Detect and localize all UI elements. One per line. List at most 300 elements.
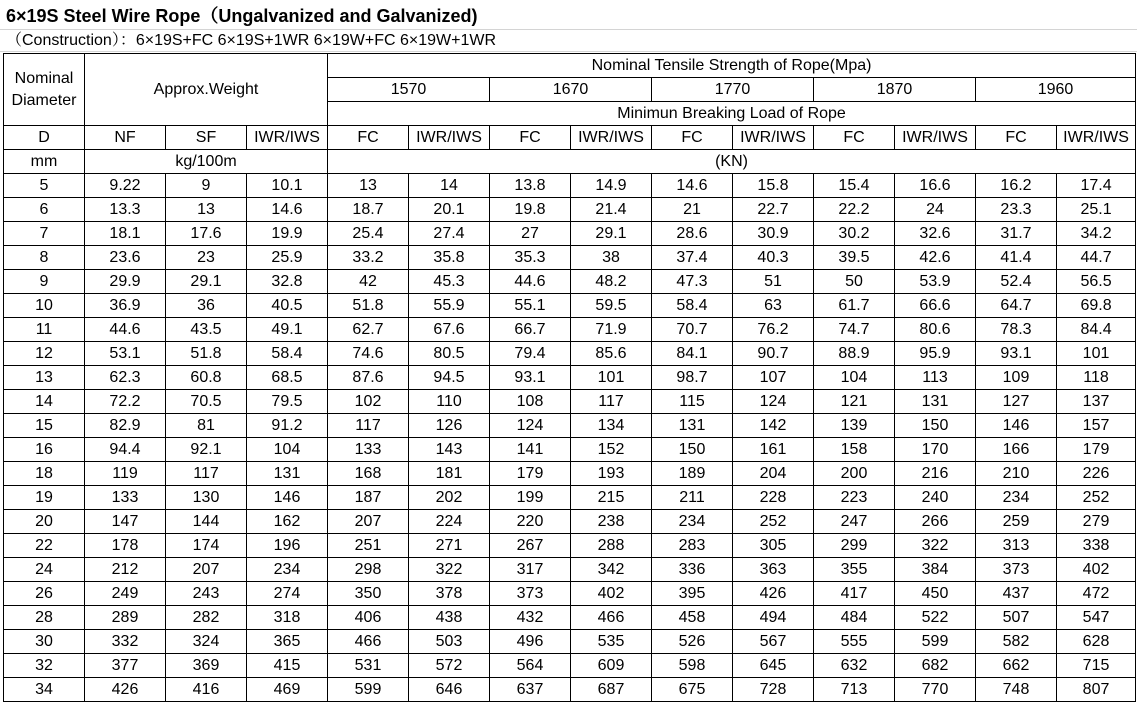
table-cell: 15.4	[814, 174, 895, 198]
table-cell: 207	[166, 558, 247, 582]
table-cell: 23.6	[85, 246, 166, 270]
table-cell: 161	[733, 438, 814, 462]
header-approx-weight: Approx.Weight	[85, 54, 328, 126]
table-cell: 179	[490, 462, 571, 486]
table-cell: 12	[4, 342, 85, 366]
table-cell: 119	[85, 462, 166, 486]
table-cell: 32.8	[247, 270, 328, 294]
table-cell: 107	[733, 366, 814, 390]
table-cell: 682	[895, 654, 976, 678]
table-cell: 92.1	[166, 438, 247, 462]
table-cell: 44.6	[85, 318, 166, 342]
table-cell: 8	[4, 246, 85, 270]
column-code-header: FC	[976, 126, 1057, 150]
table-cell: 115	[652, 390, 733, 414]
table-cell: 40.3	[733, 246, 814, 270]
table-cell: 80.5	[409, 342, 490, 366]
table-cell: 38	[571, 246, 652, 270]
table-cell: 94.5	[409, 366, 490, 390]
table-cell: 42.6	[895, 246, 976, 270]
table-cell: 599	[328, 678, 409, 702]
table-cell: 240	[895, 486, 976, 510]
table-row	[4, 654, 1136, 678]
table-cell: 108	[490, 390, 571, 414]
table-cell: 238	[571, 510, 652, 534]
table-cell: 313	[976, 534, 1057, 558]
table-cell: 713	[814, 678, 895, 702]
table-cell: 555	[814, 630, 895, 654]
table-cell: 598	[652, 654, 733, 678]
table-cell: 450	[895, 582, 976, 606]
table-cell: 599	[895, 630, 976, 654]
table-cell: 13.8	[490, 174, 571, 198]
table-cell: 662	[976, 654, 1057, 678]
table-cell: 582	[976, 630, 1057, 654]
table-cell: 131	[652, 414, 733, 438]
table-cell: 503	[409, 630, 490, 654]
table-cell: 59.5	[571, 294, 652, 318]
table-cell: 55.1	[490, 294, 571, 318]
table-cell: 17.4	[1057, 174, 1136, 198]
header-row-codes	[4, 126, 1136, 150]
table-cell: 174	[166, 534, 247, 558]
table-cell: 72.2	[85, 390, 166, 414]
table-cell: 30.2	[814, 222, 895, 246]
column-code-header: D	[4, 126, 85, 150]
table-cell: 45.3	[409, 270, 490, 294]
table-cell: 26	[4, 582, 85, 606]
column-code-header: NF	[85, 126, 166, 150]
table-cell: 305	[733, 534, 814, 558]
table-cell: 10	[4, 294, 85, 318]
unit-load: (KN)	[328, 150, 1136, 174]
table-cell: 14.9	[571, 174, 652, 198]
table-cell: 35.8	[409, 246, 490, 270]
table-cell: 162	[247, 510, 328, 534]
table-cell: 426	[733, 582, 814, 606]
table-row	[4, 342, 1136, 366]
table-cell: 469	[247, 678, 328, 702]
table-cell: 19.8	[490, 198, 571, 222]
table-cell: 66.7	[490, 318, 571, 342]
table-cell: 143	[409, 438, 490, 462]
table-cell: 104	[247, 438, 328, 462]
table-cell: 572	[409, 654, 490, 678]
table-cell: 252	[1057, 486, 1136, 510]
table-cell: 266	[895, 510, 976, 534]
table-row	[4, 678, 1136, 702]
table-cell: 85.6	[571, 342, 652, 366]
table-cell: 25.4	[328, 222, 409, 246]
table-cell: 13.3	[85, 198, 166, 222]
table-cell: 18.1	[85, 222, 166, 246]
table-cell: 47.3	[652, 270, 733, 294]
table-cell: 51.8	[328, 294, 409, 318]
table-cell: 50	[814, 270, 895, 294]
table-cell: 632	[814, 654, 895, 678]
table-cell: 355	[814, 558, 895, 582]
table-cell: 645	[733, 654, 814, 678]
table-cell: 78.3	[976, 318, 1057, 342]
column-code-header: FC	[814, 126, 895, 150]
table-cell: 130	[166, 486, 247, 510]
header-grade: 1960	[976, 78, 1136, 102]
table-row	[4, 558, 1136, 582]
table-cell: 41.4	[976, 246, 1057, 270]
table-cell: 336	[652, 558, 733, 582]
table-cell: 15	[4, 414, 85, 438]
table-cell: 24	[895, 198, 976, 222]
table-cell: 196	[247, 534, 328, 558]
table-cell: 402	[571, 582, 652, 606]
table-cell: 226	[1057, 462, 1136, 486]
table-cell: 127	[976, 390, 1057, 414]
table-cell: 9	[4, 270, 85, 294]
table-cell: 317	[490, 558, 571, 582]
table-cell: 32	[4, 654, 85, 678]
table-cell: 44.7	[1057, 246, 1136, 270]
table-cell: 11	[4, 318, 85, 342]
table-cell: 62.7	[328, 318, 409, 342]
table-cell: 70.7	[652, 318, 733, 342]
table-cell: 251	[328, 534, 409, 558]
table-cell: 55.9	[409, 294, 490, 318]
table-cell: 228	[733, 486, 814, 510]
table-cell: 126	[409, 414, 490, 438]
table-cell: 259	[976, 510, 1057, 534]
table-cell: 91.2	[247, 414, 328, 438]
table-cell: 81	[166, 414, 247, 438]
table-cell: 363	[733, 558, 814, 582]
table-cell: 234	[247, 558, 328, 582]
header-breaking-load: Minimun Breaking Load of Rope	[328, 102, 1136, 126]
column-code-header: FC	[490, 126, 571, 150]
table-cell: 728	[733, 678, 814, 702]
table-cell: 350	[328, 582, 409, 606]
table-cell: 88.9	[814, 342, 895, 366]
table-cell: 200	[814, 462, 895, 486]
table-cell: 150	[895, 414, 976, 438]
table-cell: 93.1	[976, 342, 1057, 366]
header-grade: 1670	[490, 78, 652, 102]
table-cell: 18	[4, 462, 85, 486]
table-cell: 332	[85, 630, 166, 654]
table-cell: 406	[328, 606, 409, 630]
table-cell: 484	[814, 606, 895, 630]
table-cell: 373	[976, 558, 1057, 582]
header-nominal-diameter: Nominal Diameter	[4, 54, 85, 126]
table-cell: 117	[328, 414, 409, 438]
table-row	[4, 366, 1136, 390]
table-cell: 67.6	[409, 318, 490, 342]
table-cell: 322	[409, 558, 490, 582]
table-cell: 117	[166, 462, 247, 486]
table-cell: 22	[4, 534, 85, 558]
table-cell: 118	[1057, 366, 1136, 390]
table-cell: 139	[814, 414, 895, 438]
table-cell: 36.9	[85, 294, 166, 318]
table-row	[4, 294, 1136, 318]
table-cell: 338	[1057, 534, 1136, 558]
column-code-header: IWR/IWS	[733, 126, 814, 150]
table-cell: 210	[976, 462, 1057, 486]
table-row	[4, 438, 1136, 462]
table-cell: 133	[328, 438, 409, 462]
table-cell: 25.1	[1057, 198, 1136, 222]
table-cell: 13	[328, 174, 409, 198]
table-row	[4, 510, 1136, 534]
table-cell: 24	[4, 558, 85, 582]
table-cell: 69.8	[1057, 294, 1136, 318]
table-cell: 71.9	[571, 318, 652, 342]
table-cell: 377	[85, 654, 166, 678]
table-row	[4, 606, 1136, 630]
table-cell: 535	[571, 630, 652, 654]
table-cell: 14	[4, 390, 85, 414]
table-cell: 298	[328, 558, 409, 582]
table-cell: 526	[652, 630, 733, 654]
table-cell: 28.6	[652, 222, 733, 246]
table-cell: 66.6	[895, 294, 976, 318]
table-cell: 101	[1057, 342, 1136, 366]
table-cell: 289	[85, 606, 166, 630]
table-cell: 770	[895, 678, 976, 702]
table-row	[4, 270, 1136, 294]
header-row-units	[4, 150, 1136, 174]
table-cell: 271	[409, 534, 490, 558]
table-cell: 31.7	[976, 222, 1057, 246]
table-cell: 32.6	[895, 222, 976, 246]
table-cell: 102	[328, 390, 409, 414]
table-cell: 21.4	[571, 198, 652, 222]
table-cell: 29.1	[571, 222, 652, 246]
table-cell: 52.4	[976, 270, 1057, 294]
table-cell: 438	[409, 606, 490, 630]
table-row	[4, 582, 1136, 606]
table-row	[4, 246, 1136, 270]
table-cell: 369	[166, 654, 247, 678]
table-cell: 64.7	[976, 294, 1057, 318]
table-cell: 34.2	[1057, 222, 1136, 246]
table-cell: 215	[571, 486, 652, 510]
table-cell: 25.9	[247, 246, 328, 270]
table-cell: 84.4	[1057, 318, 1136, 342]
table-cell: 531	[328, 654, 409, 678]
table-cell: 322	[895, 534, 976, 558]
table-cell: 494	[733, 606, 814, 630]
table-cell: 152	[571, 438, 652, 462]
table-cell: 44.6	[490, 270, 571, 294]
table-cell: 243	[166, 582, 247, 606]
table-cell: 181	[409, 462, 490, 486]
table-cell: 53.1	[85, 342, 166, 366]
table-cell: 29.9	[85, 270, 166, 294]
table-cell: 74.6	[328, 342, 409, 366]
table-cell: 79.4	[490, 342, 571, 366]
table-cell: 49.1	[247, 318, 328, 342]
sheet-gridline	[0, 51, 1137, 52]
table-cell: 62.3	[85, 366, 166, 390]
table-cell: 189	[652, 462, 733, 486]
table-cell: 134	[571, 414, 652, 438]
table-cell: 61.7	[814, 294, 895, 318]
table-row	[4, 318, 1136, 342]
table-cell: 6	[4, 198, 85, 222]
table-cell: 168	[328, 462, 409, 486]
table-cell: 34	[4, 678, 85, 702]
table-cell: 416	[166, 678, 247, 702]
table-cell: 131	[247, 462, 328, 486]
table-cell: 51.8	[166, 342, 247, 366]
table-cell: 432	[490, 606, 571, 630]
table-cell: 211	[652, 486, 733, 510]
table-cell: 35.3	[490, 246, 571, 270]
table-row	[4, 630, 1136, 654]
table-cell: 170	[895, 438, 976, 462]
table-cell: 378	[409, 582, 490, 606]
header-row-1	[4, 54, 1136, 78]
table-cell: 365	[247, 630, 328, 654]
table-cell: 60.8	[166, 366, 247, 390]
table-cell: 131	[895, 390, 976, 414]
table-cell: 94.4	[85, 438, 166, 462]
table-cell: 466	[328, 630, 409, 654]
table-cell: 609	[571, 654, 652, 678]
table-cell: 23.3	[976, 198, 1057, 222]
table-cell: 20	[4, 510, 85, 534]
table-cell: 223	[814, 486, 895, 510]
table-cell: 715	[1057, 654, 1136, 678]
unit-diameter: mm	[4, 150, 85, 174]
table-cell: 19	[4, 486, 85, 510]
table-cell: 70.5	[166, 390, 247, 414]
column-code-header: FC	[328, 126, 409, 150]
table-cell: 496	[490, 630, 571, 654]
table-cell: 144	[166, 510, 247, 534]
table-cell: 137	[1057, 390, 1136, 414]
table-cell: 147	[85, 510, 166, 534]
table-cell: 274	[247, 582, 328, 606]
table-row	[4, 198, 1136, 222]
table-cell: 76.2	[733, 318, 814, 342]
table-cell: 21	[652, 198, 733, 222]
table-cell: 63	[733, 294, 814, 318]
column-code-header: IWR/IWS	[895, 126, 976, 150]
table-cell: 18.7	[328, 198, 409, 222]
table-cell: 216	[895, 462, 976, 486]
table-cell: 142	[733, 414, 814, 438]
page-title: 6×19S Steel Wire Rope（Ungalvanized and Galvanized)	[6, 6, 478, 26]
column-code-header: FC	[652, 126, 733, 150]
table-cell: 507	[976, 606, 1057, 630]
table-cell: 27	[490, 222, 571, 246]
table-cell: 158	[814, 438, 895, 462]
table-cell: 646	[409, 678, 490, 702]
table-cell: 417	[814, 582, 895, 606]
table-cell: 23	[166, 246, 247, 270]
table-cell: 51	[733, 270, 814, 294]
table-cell: 384	[895, 558, 976, 582]
unit-weight: kg/100m	[85, 150, 328, 174]
table-cell: 220	[490, 510, 571, 534]
table-cell: 748	[976, 678, 1057, 702]
table-row	[4, 390, 1136, 414]
table-cell: 82.9	[85, 414, 166, 438]
header-grade: 1870	[814, 78, 976, 102]
column-code-header: IWR/IWS	[409, 126, 490, 150]
table-cell: 104	[814, 366, 895, 390]
table-row	[4, 174, 1136, 198]
table-cell: 16	[4, 438, 85, 462]
table-cell: 121	[814, 390, 895, 414]
table-cell: 318	[247, 606, 328, 630]
table-cell: 324	[166, 630, 247, 654]
table-cell: 133	[85, 486, 166, 510]
header-tensile-strength: Nominal Tensile Strength of Rope(Mpa)	[328, 54, 1136, 78]
table-cell: 14.6	[652, 174, 733, 198]
table-cell: 16.6	[895, 174, 976, 198]
table-cell: 342	[571, 558, 652, 582]
table-cell: 472	[1057, 582, 1136, 606]
table-cell: 93.1	[490, 366, 571, 390]
table-cell: 437	[976, 582, 1057, 606]
table-cell: 30.9	[733, 222, 814, 246]
table-cell: 84.1	[652, 342, 733, 366]
table-cell: 42	[328, 270, 409, 294]
table-row	[4, 222, 1136, 246]
table-cell: 14.6	[247, 198, 328, 222]
table-cell: 146	[976, 414, 1057, 438]
table-cell: 224	[409, 510, 490, 534]
table-cell: 234	[652, 510, 733, 534]
table-cell: 87.6	[328, 366, 409, 390]
table-cell: 567	[733, 630, 814, 654]
table-cell: 166	[976, 438, 1057, 462]
table-cell: 279	[1057, 510, 1136, 534]
table-cell: 249	[85, 582, 166, 606]
table-cell: 267	[490, 534, 571, 558]
table-row	[4, 534, 1136, 558]
column-code-header: IWR/IWS	[1057, 126, 1136, 150]
table-cell: 14	[409, 174, 490, 198]
table-cell: 212	[85, 558, 166, 582]
table-cell: 466	[571, 606, 652, 630]
table-cell: 7	[4, 222, 85, 246]
table-cell: 29.1	[166, 270, 247, 294]
table-cell: 30	[4, 630, 85, 654]
table-row	[4, 414, 1136, 438]
table-cell: 74.7	[814, 318, 895, 342]
table-cell: 117	[571, 390, 652, 414]
table-cell: 110	[409, 390, 490, 414]
table-cell: 675	[652, 678, 733, 702]
table-cell: 5	[4, 174, 85, 198]
table-cell: 58.4	[652, 294, 733, 318]
table-cell: 68.5	[247, 366, 328, 390]
table-cell: 33.2	[328, 246, 409, 270]
table-cell: 687	[571, 678, 652, 702]
table-cell: 202	[409, 486, 490, 510]
table-cell: 299	[814, 534, 895, 558]
table-cell: 157	[1057, 414, 1136, 438]
table-cell: 193	[571, 462, 652, 486]
table-cell: 13	[4, 366, 85, 390]
table-cell: 564	[490, 654, 571, 678]
table-cell: 9.22	[85, 174, 166, 198]
table-cell: 113	[895, 366, 976, 390]
table-cell: 234	[976, 486, 1057, 510]
table-cell: 288	[571, 534, 652, 558]
